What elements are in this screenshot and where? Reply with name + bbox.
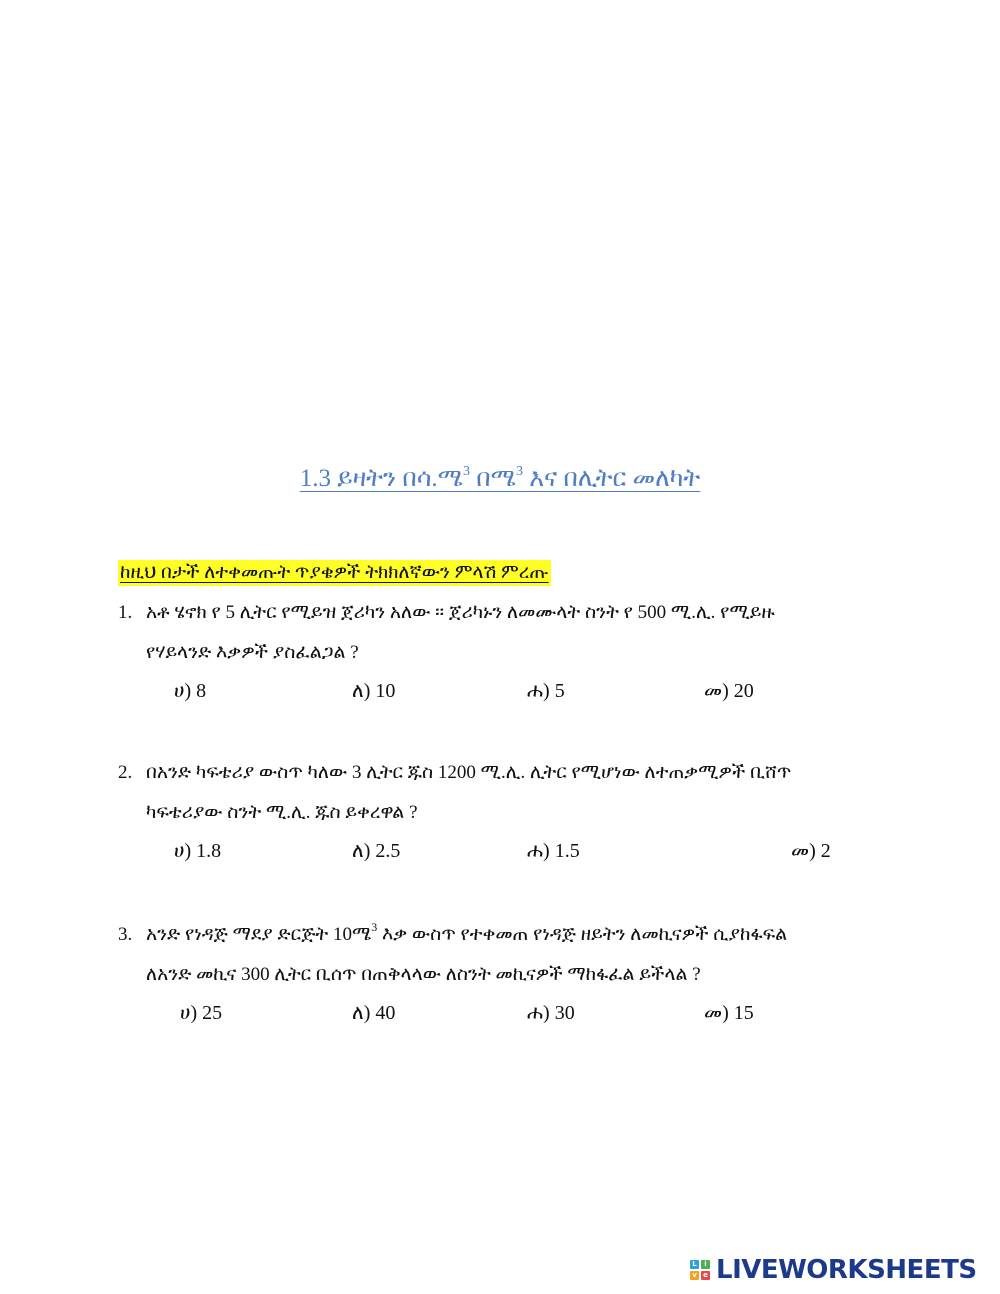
question-2: [118, 760, 878, 870]
question-number: 2.: [118, 762, 133, 783]
logo-mark-tile: v: [690, 1271, 699, 1280]
option-d[interactable]: መ) 20: [704, 680, 754, 702]
option-c[interactable]: ሐ) 1.5: [527, 840, 580, 862]
question-text-line: በአንድ ካፍቴሪያ ውስጥ ካለው 3 ሊትር ጁስ 1200 ሚ.ሊ. ሊትር የሚሆነው ለተጠቃሚዎች ቢሸጥ: [146, 762, 792, 783]
question-3: [118, 922, 878, 1032]
option-b[interactable]: ለ) 2.5: [352, 840, 401, 862]
option-d[interactable]: መ) 2: [791, 840, 831, 862]
instruction-text: ከዚህ በታች ለተቀመጡት ጥያቄዎች ትክክለኛውን ምላሽ ምረጡ: [118, 560, 551, 586]
options-row: [118, 840, 878, 870]
options-row: [118, 1002, 878, 1032]
option-a[interactable]: ሀ) 25: [180, 1002, 223, 1024]
logo-text: LIVEWORKSHEETS: [716, 1255, 977, 1285]
question-text-line: አንድ የነዳጅ ማደያ ድርጅት 10ሜ$^3$ እቃ ውስጥ የተቀመጠ የነዳጅ ዘይትን ለመኪናዎች ሲያከፋፍል: [146, 920, 788, 945]
question-number: 1.: [118, 602, 133, 623]
logo-icon: [690, 1260, 710, 1280]
question-text-line: አቶ ሄኖክ የ 5 ሊትር የሚይዝ ጀሪካን አለው ፡፡ ጀሪካኑን ለመሙላት ስንት የ 500 ሚ.ሊ. የሚይዙ: [146, 602, 775, 623]
question-1: [118, 600, 878, 710]
option-b[interactable]: ለ) 10: [352, 680, 396, 702]
option-b[interactable]: ለ) 40: [352, 1002, 396, 1024]
question-text-line: ለአንድ መኪና 300 ሊትር ቢሰጥ በጠቅላላው ለስንት መኪናዎች ማከፋፈል ይችላል ?: [146, 964, 701, 985]
option-a[interactable]: ሀ) 8: [174, 680, 207, 702]
question-number: 3.: [118, 924, 133, 945]
logo-mark-tile: L: [690, 1260, 699, 1269]
question-text-line: የሃይላንድ እቃዎች ያስፈልጋል ?: [146, 642, 359, 663]
logo-mark-tile: e: [701, 1271, 710, 1280]
liveworksheets-logo: [690, 1254, 977, 1286]
question-text-line: ካፍቴሪያው ስንት ሚ.ሊ. ጁስ ይቀረዋል ?: [146, 802, 418, 823]
logo-mark-tile: i: [701, 1260, 710, 1269]
options-row: [118, 680, 878, 710]
option-c[interactable]: ሐ) 30: [527, 1002, 575, 1024]
option-c[interactable]: ሐ) 5: [527, 680, 565, 702]
option-a[interactable]: ሀ) 1.8: [174, 840, 222, 862]
page-title: 1.3 ይዛትን በሳ.ሜ$^3$ በሜ$^3$ እና በሊትር መለካት: [299, 464, 701, 492]
option-d[interactable]: መ) 15: [704, 1002, 754, 1024]
